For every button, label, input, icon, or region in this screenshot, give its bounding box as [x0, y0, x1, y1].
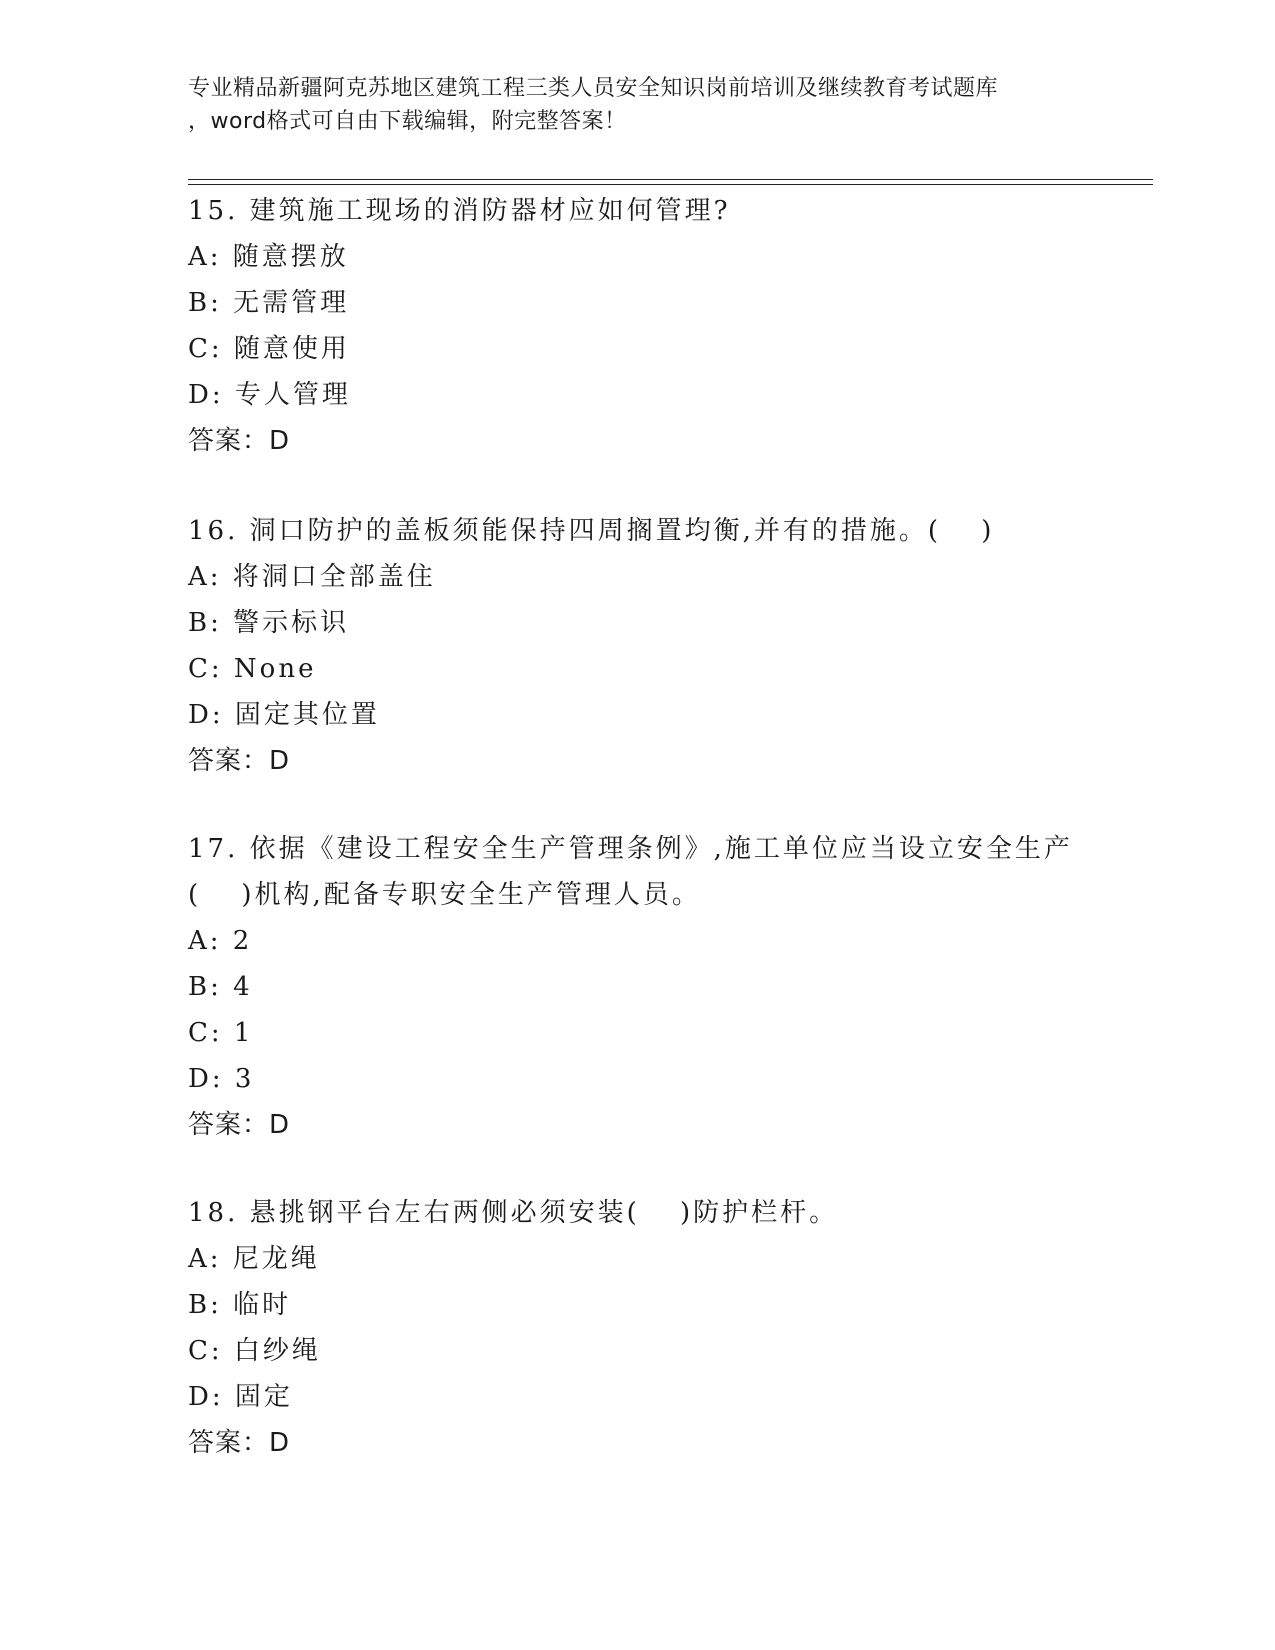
question-text: 18. 悬挑钢平台左右两侧必须安装( )防护栏杆。 [188, 1198, 839, 1228]
question-18 [188, 1190, 1128, 1466]
option-a: A: 尼龙绳 [188, 1244, 320, 1274]
option-c: C: 随意使用 [188, 334, 350, 364]
option-d: D: 专人管理 [188, 380, 351, 410]
header-title-line1: 专业精品新疆阿克苏地区建筑工程三类人员安全知识岗前培训及继续教育考试题库 [188, 76, 999, 101]
option-a: A: 随意摆放 [188, 242, 349, 272]
header-title-line2: ，word格式可自由下载编辑，附完整答案！ [188, 109, 627, 134]
option-b: B: 警示标识 [188, 608, 350, 638]
option-c: C: None [188, 654, 317, 684]
question-text: 16. 洞口防护的盖板须能保持四周搁置均衡,并有的措施。( ) [188, 516, 995, 546]
answer-key: 答案：D [188, 1428, 291, 1458]
question-text-line1: 17. 依据《建设工程安全生产管理条例》,施工单位应当设立安全生产 [188, 834, 1073, 864]
question-17 [188, 826, 1128, 1148]
option-c: C: 1 [188, 1018, 254, 1048]
document-header [188, 72, 1108, 138]
option-b: B: 无需管理 [188, 288, 350, 318]
option-d: D: 3 [188, 1064, 255, 1094]
question-16 [188, 508, 1128, 784]
question-text-line2: ( )机构,配备专职安全生产管理人员。 [188, 880, 701, 910]
answer-key: 答案：D [188, 426, 291, 456]
header-divider-top [188, 179, 1153, 180]
question-15 [188, 188, 1128, 464]
option-d: D: 固定 [188, 1382, 293, 1412]
answer-key: 答案：D [188, 1110, 291, 1140]
question-text: 15. 建筑施工现场的消防器材应如何管理? [188, 196, 731, 226]
header-divider-bottom [188, 184, 1153, 185]
option-d: D: 固定其位置 [188, 700, 380, 730]
option-a: A: 将洞口全部盖住 [188, 562, 436, 592]
option-b: B: 4 [188, 972, 253, 1002]
answer-key: 答案：D [188, 746, 291, 776]
option-c: C: 白纱绳 [188, 1336, 321, 1366]
option-b: B: 临时 [188, 1290, 292, 1320]
option-a: A: 2 [188, 926, 253, 956]
